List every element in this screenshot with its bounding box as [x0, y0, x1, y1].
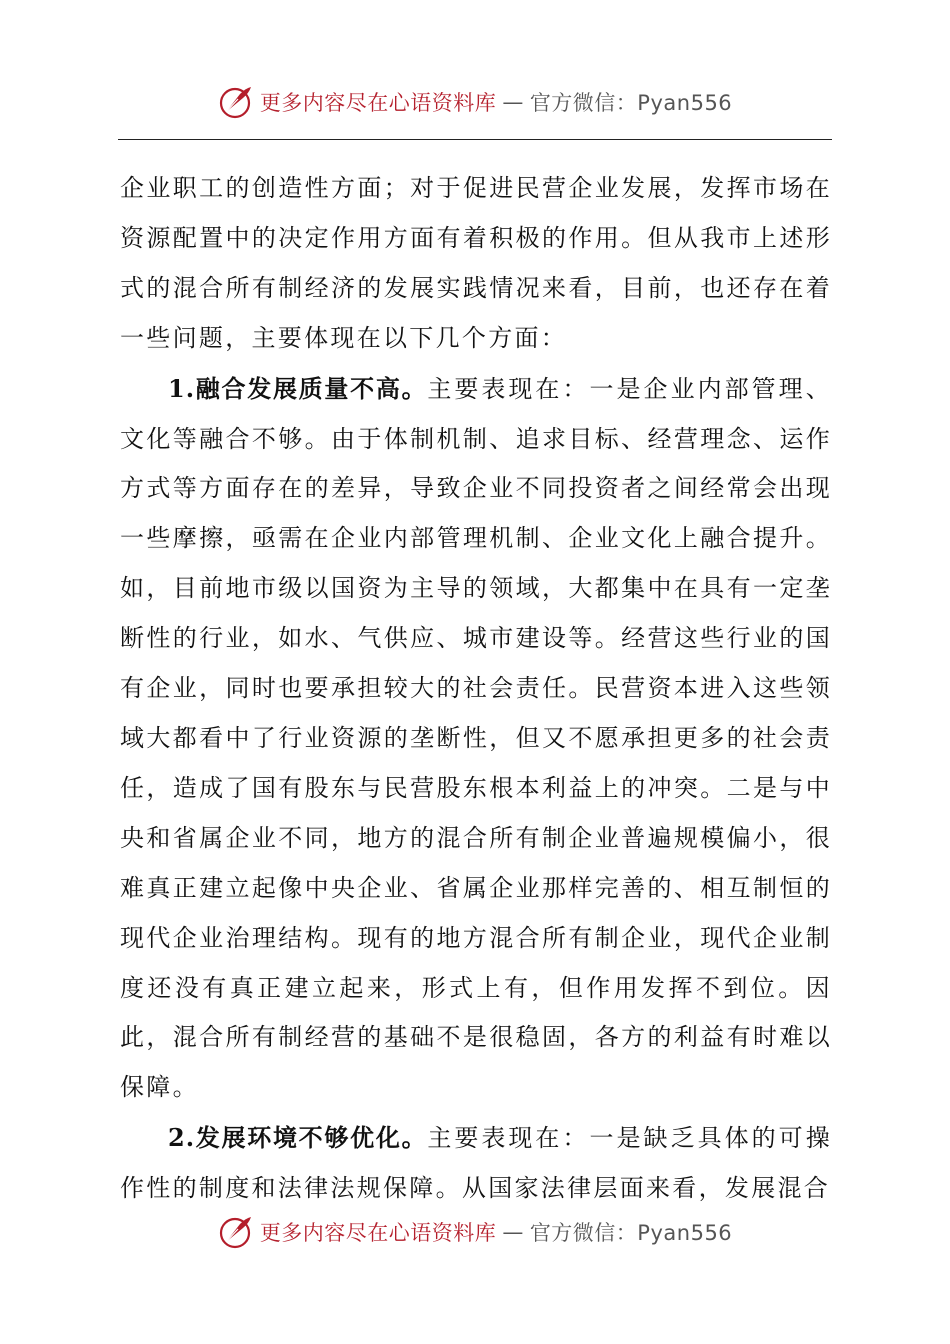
- paragraph-intro: [120, 164, 832, 364]
- section-heading-2: 2.发展环境不够优化。: [168, 1123, 428, 1153]
- banner-separator: —: [502, 1220, 524, 1244]
- banner-text: 更多内容尽在心语资料库: [259, 1221, 497, 1245]
- paragraph-text: 企业职工的创造性方面；对于促进民营企业发展，发挥市场在资源配置中的决定作用方面有着积极的作用。但从我市上述形式的混合所有制经济的发展实践情况来看，目前，也还存在着一些问题，主要体现在以下几个方面：: [120, 174, 832, 352]
- banner-contact: 官方微信：Pyan556: [529, 1221, 733, 1245]
- footer-banner: [0, 1212, 950, 1252]
- quill-pen-logo-icon: [218, 84, 254, 120]
- paragraph-text: 主要表现在：一是缺乏具体的可操作性的制度和法律法规保障。从国家法律层面来看，发展混合: [120, 1124, 832, 1203]
- quill-pen-logo-icon: [218, 1214, 254, 1250]
- banner-contact: 官方微信：Pyan556: [529, 91, 733, 115]
- document-body: [120, 164, 832, 1214]
- paragraph-section-1: [120, 364, 832, 1114]
- banner-text: 更多内容尽在心语资料库: [259, 91, 497, 115]
- section-heading-1: 1.融合发展质量不高。: [168, 373, 428, 403]
- header-divider: [118, 139, 832, 140]
- paragraph-section-2: [120, 1113, 832, 1214]
- banner-separator: —: [502, 90, 524, 114]
- header-banner: [0, 82, 950, 122]
- paragraph-text: 主要表现在：一是企业内部管理、文化等融合不够。由于体制机制、追求目标、经营理念、运作方式等方面存在的差异，导致企业不同投资者之间经常会出现一些摩擦，亟需在企业内部管理机制、企业文化上融合提升。如，目前地市级以国资为主导的领域，大都集中在具有一定垄断性的行业，如水、气供应、城市建设等。经营这些行业的国有企业，同时也要承担较大的社会责任。民营资本进入这些领域大都看中了行业资源的垄断性，但又不愿承担更多的社会责任，造成了国有股东与民营股东根本利益上的冲突。二是与中央和省属企业不同，地方的混合所有制企业普遍规模偏小，很难真正建立起像中央企业、省属企业那样完善的、相互制恒的现代企业治理结构。现有的地方混合所有制企业，现代企业制度还没有真正建立起来，形式上有，但作用发挥不到位。因此，混合所有制经营的基础不是很稳固，各方的利益有时难以保障。: [120, 374, 832, 1102]
